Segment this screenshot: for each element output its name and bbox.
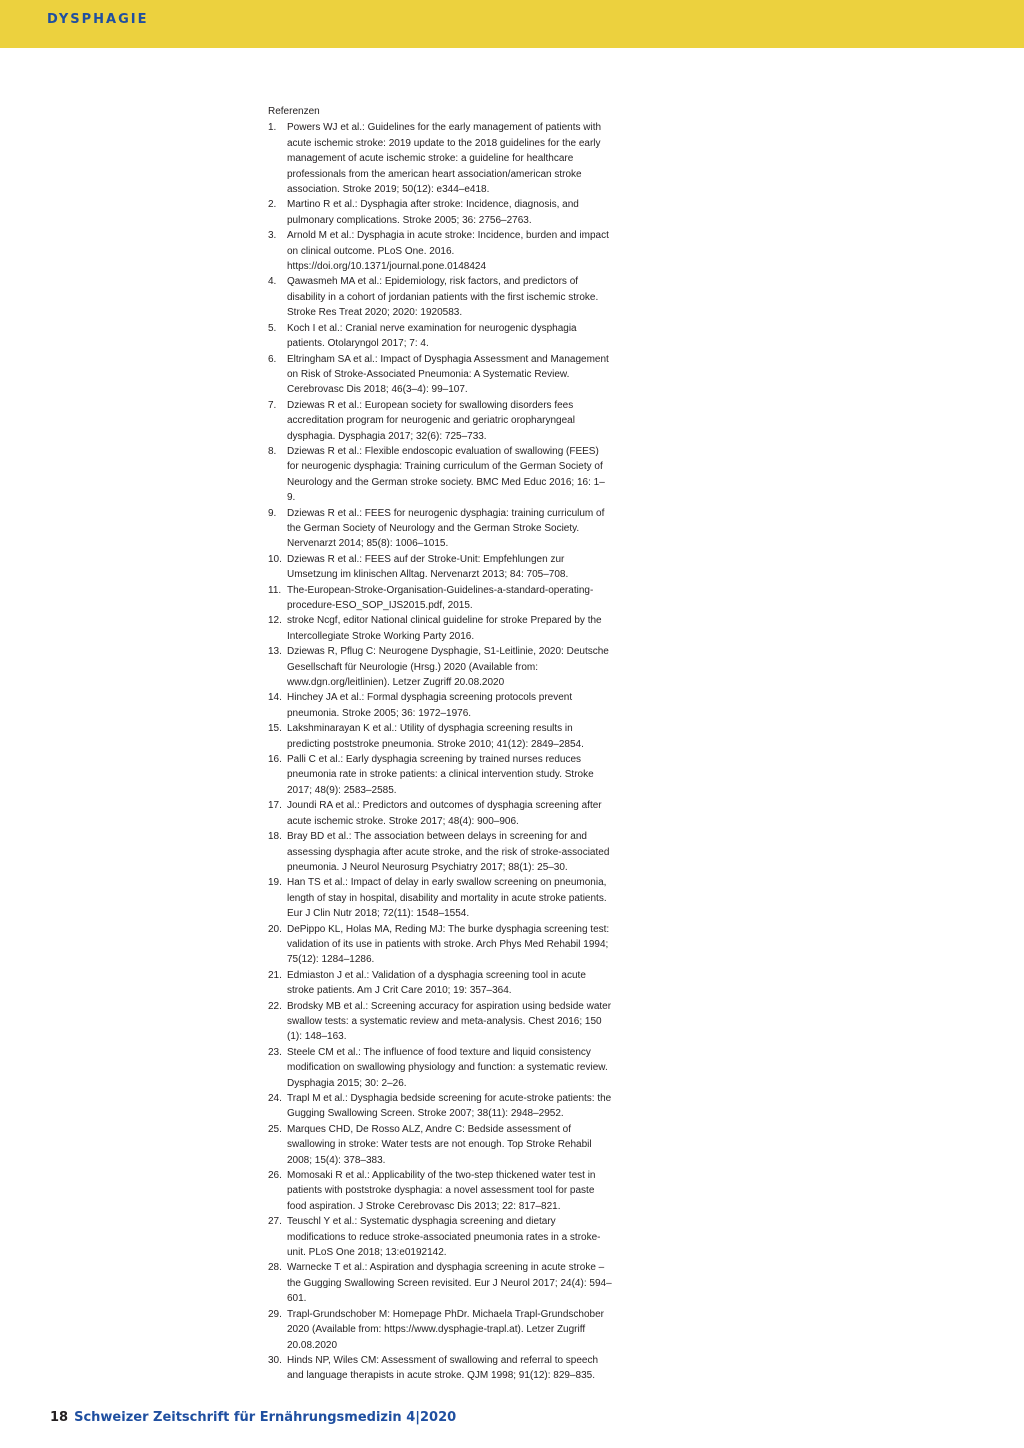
reference-text: Hinds NP, Wiles CM: Assessment of swallowing and referral to speech and language therapists in acute stroke. QJM 1998; 91(12): 829–835.	[287, 1354, 599, 1382]
reference-text: Lakshminarayan K et al.: Utility of dysphagia screening results in predicting poststroke pneumonia. Stroke 2010; 41(12): 2849–2854.	[287, 723, 584, 750]
reference-text: Bray BD et al.: The association between delays in screening for and assessing dysphagia after acute stroke, and the risk of stroke-associated pneumonia. J Neurol Neurosurg Psychiatry 2017; 88(1): 25–30.	[287, 831, 610, 873]
reference-number: 25.	[268, 1123, 282, 1135]
reference-text: Dziewas R et al.: FEES for neurogenic dysphagia: training curriculum of the German Society of Neurology and the German Stroke Society. Nervenarzt 2014; 85(8): 1006–1015.	[287, 507, 605, 550]
reference-item	[268, 228, 613, 274]
reference-number: 11.	[268, 584, 282, 596]
reference-item	[268, 644, 613, 690]
reference-item	[268, 398, 613, 444]
reference-item	[268, 1214, 613, 1260]
reference-number: 18.	[268, 831, 282, 843]
reference-text: Teuschl Y et al.: Systematic dysphagia screening and dietary modifications to reduce stroke-associated pneumonia rates in a stroke-unit. PLoS One 2018; 13:e0192142.	[287, 1216, 601, 1259]
reference-number: 15.	[268, 723, 282, 735]
reference-text: Hinchey JA et al.: Formal dysphagia screening protocols prevent pneumonia. Stroke 2005; 36: 1972–1976.	[287, 692, 573, 719]
reference-text: Joundi RA et al.: Predictors and outcomes of dysphagia screening after acute ischemic stroke. Stroke 2017; 48(4): 900–906.	[287, 800, 602, 827]
reference-item	[268, 197, 613, 228]
reference-item	[268, 506, 613, 552]
reference-number: 27.	[268, 1216, 282, 1228]
reference-number: 7.	[268, 399, 277, 411]
header-band	[0, 0, 1024, 48]
reference-number: 14.	[268, 692, 282, 704]
reference-number: 5.	[268, 322, 277, 334]
reference-number: 1.	[268, 122, 277, 134]
reference-item	[268, 583, 613, 614]
reference-item	[268, 829, 613, 875]
reference-number: 23.	[268, 1046, 282, 1058]
reference-text: Dziewas R, Pflug C: Neurogene Dysphagie, S1-Leitlinie, 2020: Deutsche Gesellschaft für Neurologie (Hrsg.) 2020 (Available from: www.dgn.org/leitlinien). Letzer Zugriff 20.08.2020	[287, 646, 609, 689]
reference-item	[268, 999, 613, 1045]
reference-text: stroke Ncgf, editor National clinical guideline for stroke Prepared by the Intercollegiate Stroke Working Party 2016.	[287, 615, 602, 642]
page-footer	[50, 1410, 456, 1425]
reference-text: Eltringham SA et al.: Impact of Dysphagia Assessment and Management on Risk of Stroke-Associated Pneumonia: A Systematic Review. Cerebrovasc Dis 2018; 46(3–4): 99–107.	[287, 353, 609, 396]
reference-item	[268, 1091, 613, 1122]
reference-item	[268, 1307, 613, 1353]
reference-number: 10.	[268, 553, 282, 565]
references-section	[268, 104, 613, 1384]
reference-text: Dziewas R et al.: European society for swallowing disorders fees accreditation program for neurogenic and geriatric oropharyngeal dysphagia. Dysphagia 2017; 32(6): 725–733.	[287, 399, 575, 442]
reference-item	[268, 690, 613, 721]
reference-item	[268, 922, 613, 968]
reference-item	[268, 968, 613, 999]
reference-text: Warnecke T et al.: Aspiration and dysphagia screening in acute stroke – the Gugging Swallowing Screen revisited. Eur J Neurol 2017; 24(4): 594–601.	[287, 1262, 612, 1305]
journal-title: Schweizer Zeitschrift für Ernährungsmedizin 4|2020	[74, 1410, 457, 1425]
reference-number: 9.	[268, 507, 277, 519]
reference-number: 4.	[268, 276, 277, 288]
reference-text: Dziewas R et al.: FEES auf der Stroke-Unit: Empfehlungen zur Umsetzung im klinischen Alltag. Nervenarzt 2013; 84: 705–708.	[287, 553, 569, 581]
reference-number: 6.	[268, 353, 277, 365]
reference-number: 30.	[268, 1354, 282, 1366]
reference-item	[268, 1122, 613, 1168]
reference-item	[268, 1168, 613, 1214]
reference-text: The-European-Stroke-Organisation-Guidelines-a-standard-operating-procedure-ESO_SOP_IJS2015.pdf, 2015.	[287, 584, 594, 611]
reference-text: Momosaki R et al.: Applicability of the two-step thickened water test in patients with poststroke dysphagia: a novel assessment tool for paste food aspiration. J Stroke Cerebrovasc Dis 2013; 22: 817–821.	[287, 1170, 596, 1212]
reference-number: 28.	[268, 1262, 282, 1274]
reference-text: Edmiaston J et al.: Validation of a dysphagia screening tool in acute stroke patients. Am J Crit Care 2010; 19: 357–364.	[287, 969, 586, 997]
reference-number: 29.	[268, 1308, 282, 1320]
reference-text: Steele CM et al.: The influence of food texture and liquid consistency modification on swallowing physiology and function: a systematic review. Dysphagia 2015; 30: 2–26.	[287, 1046, 608, 1089]
reference-number: 13.	[268, 646, 282, 658]
reference-number: 3.	[268, 230, 277, 242]
reference-item	[268, 721, 613, 752]
reference-item	[268, 321, 613, 352]
reference-item	[268, 444, 613, 506]
reference-number: 17.	[268, 800, 282, 812]
references-heading: Referenzen	[268, 106, 320, 117]
reference-text: Palli C et al.: Early dysphagia screening by trained nurses reduces pneumonia rate in stroke patients: a clinical intervention study. Stroke 2017; 48(9): 2583–2585.	[287, 754, 594, 796]
reference-text: Arnold M et al.: Dysphagia in acute stroke: Incidence, burden and impact on clinical outcome. PLoS One. 2016. https://doi.org/10.1371/journal.pone.0148424	[287, 230, 609, 273]
section-label: DYSPHAGIE	[47, 12, 149, 27]
reference-item	[268, 120, 613, 197]
reference-text: Trapl M et al.: Dysphagia bedside screening for acute-stroke patients: the Gugging Swallowing Screen. Stroke 2007; 38(11): 2948–2952.	[287, 1093, 612, 1120]
reference-number: 16.	[268, 754, 282, 766]
reference-number: 22.	[268, 1000, 282, 1012]
reference-text: Han TS et al.: Impact of delay in early swallow screening on pneumonia, length of stay in hospital, disability and mortality in acute stroke patients. Eur J Clin Nutr 2018; 72(11): 1548–1554.	[287, 877, 607, 920]
page-number: 18	[50, 1410, 69, 1425]
reference-text: Brodsky MB et al.: Screening accuracy for aspiration using bedside water swallow tests: a systematic review and meta-analysis. Chest 2016; 150 (1): 148–163.	[287, 1000, 612, 1043]
reference-item	[268, 798, 613, 829]
reference-item	[268, 875, 613, 921]
reference-number: 26.	[268, 1170, 282, 1182]
reference-item	[268, 1353, 613, 1384]
reference-number: 19.	[268, 877, 282, 889]
reference-number: 2.	[268, 199, 277, 211]
reference-text: Trapl-Grundschober M: Homepage PhDr. Michaela Trapl-Grundschober 2020 (Available from: https://www.dysphagie-trapl.at). Letzer Zugriff 20.08.2020	[287, 1308, 604, 1351]
reference-text: Koch I et al.: Cranial nerve examination for neurogenic dysphagia patients. Otolaryngol 2017; 7: 4.	[287, 322, 577, 350]
reference-text: Qawasmeh MA et al.: Epidemiology, risk factors, and predictors of disability in a cohort of jordanian patients with the first ischemic stroke. Stroke Res Treat 2020; 2020: 1920583.	[287, 276, 599, 319]
reference-item	[268, 552, 613, 583]
reference-text: Powers WJ et al.: Guidelines for the early management of patients with acute ischemic stroke: 2019 update to the 2018 guidelines for the early management of acute ischemic stroke: a guideline for healthcare professionals from the american heart association/american stroke association. Stroke 2019; 50(12): e344–e418.	[287, 122, 602, 196]
reference-item	[268, 352, 613, 398]
reference-item	[268, 274, 613, 320]
reference-number: 8.	[268, 445, 277, 457]
reference-item	[268, 613, 613, 644]
reference-item	[268, 1260, 613, 1306]
references-list	[268, 120, 613, 1383]
reference-text: Marques CHD, De Rosso ALZ, Andre C: Bedside assessment of swallowing in stroke: Water tests are not enough. Top Stroke Rehabil 2008; 15(4): 378–383.	[287, 1123, 592, 1166]
reference-item	[268, 1045, 613, 1091]
reference-text: DePippo KL, Holas MA, Reding MJ: The burke dysphagia screening test: validation of its use in patients with stroke. Arch Phys Med Rehabil 1994; 75(12): 1284–1286.	[287, 923, 610, 966]
reference-number: 21.	[268, 969, 282, 981]
reference-number: 20.	[268, 923, 282, 935]
reference-number: 12.	[268, 615, 282, 627]
reference-text: Dziewas R et al.: Flexible endoscopic evaluation of swallowing (FEES) for neurogenic dysphagia: Training curriculum of the German Society of Neurology and the German stroke society. BMC Med Educ 2016; 16: 1–9.	[287, 445, 605, 504]
reference-item	[268, 752, 613, 798]
reference-number: 24.	[268, 1093, 282, 1104]
reference-text: Martino R et al.: Dysphagia after stroke: Incidence, diagnosis, and pulmonary complications. Stroke 2005; 36: 2756–2763.	[287, 199, 579, 226]
